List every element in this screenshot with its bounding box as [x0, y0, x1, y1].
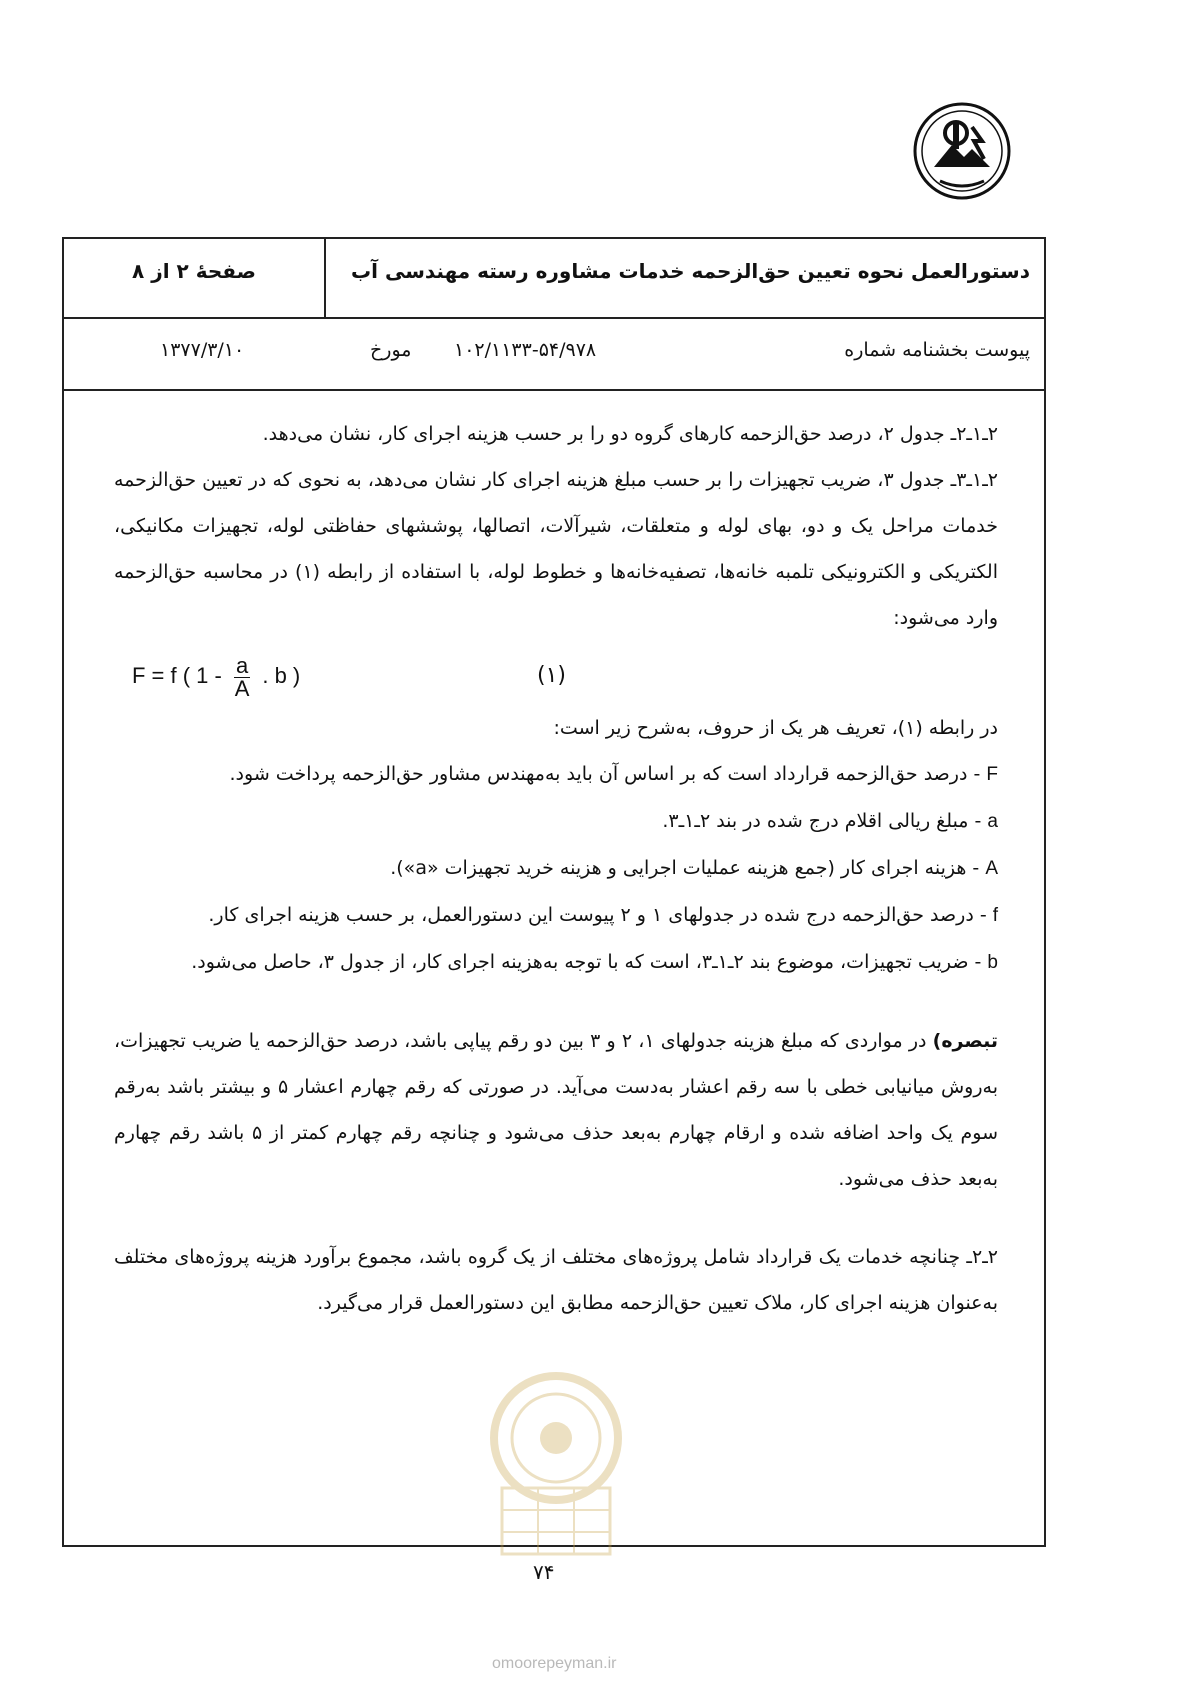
formula-left: F = f ( 1 -	[132, 663, 222, 688]
definition-item	[114, 939, 998, 986]
spacer	[114, 1202, 998, 1234]
reference-row	[64, 317, 1044, 391]
date-label: مورخ	[370, 339, 412, 361]
paragraph-2-1-2: ۲ـ۱ـ۲ـ جدول ۲، درصد حق‌الزحمه کارهای گروه دو را بر حسب هزینه اجرای کار، نشان می‌دهد.	[262, 423, 998, 445]
note-label: تبصره)	[932, 1030, 998, 1052]
reference-date: ۱۳۷۷/۳/۱۰	[160, 339, 245, 361]
paragraph-2-1-3: ۲ـ۱ـ۳ـ جدول ۳، ضریب تجهیزات را بر حسب مبلغ هزینه اجرای کار نشان می‌دهد، به نحوی که در تعیین حق‌الزحمه خدمات مراحل یک و دو، بهای لوله و متعلقات، شیرآلات، اتصالها، پوششهای حفاظتی لوله، تجهیزات مکانیکی، الکتریکی و الکترونیکی تلمبه خانه‌ها، تصفیه‌خانه‌ها و خطوط لوله، با استفاده از رابطه (۱) در محاسبه حق‌الزحمه وارد می‌شود:	[114, 469, 999, 629]
reference-label: پیوست بخشنامه شماره	[844, 339, 1030, 361]
note-paragraph	[114, 1018, 998, 1202]
formula	[114, 641, 998, 705]
watermark-site-text: omoorepeyman.ir	[492, 1655, 617, 1672]
page-indicator: صفحهٔ ۲ از ۸	[132, 259, 256, 283]
header-row	[64, 239, 1044, 319]
definition-text: - درصد حق‌الزحمه قرارداد است که بر اساس آن باید به‌مهندس مشاور حق‌الزحمه پرداخت شود.	[229, 763, 987, 785]
note-text: در مواردی که مبلغ هزینه جدولهای ۱، ۲ و ۳ بین دو رقم پیاپی باشد، درصد حق‌الزحمه یا ضریب تجهیزات، به‌روش میانیابی خطی با سه رقم اعشار به‌دست می‌آید. در صورتی که رقم چهارم اعشار ۵ و بیشتر باشد به‌رقم سوم یک واحد اضافه شده و ارقام چهارم به‌بعد حذف می‌شود و چنانچه رقم چهارم کمتر از ۵ باشد رقم چهارم به‌بعد حذف می‌شود.	[114, 1030, 998, 1190]
formula-expression	[132, 653, 300, 700]
header-divider	[324, 239, 326, 317]
definition-text: - هزینه اجرای کار (جمع هزینه عملیات اجرایی و هزینه خرید تجهیزات «a»).	[390, 857, 986, 879]
definition-symbol: F	[986, 764, 998, 785]
definition-symbol: a	[987, 811, 998, 832]
definition-text: - مبلغ ریالی اقلام درج شده در بند ۲ـ۱ـ۳.	[662, 810, 988, 832]
definition-symbol: b	[987, 952, 998, 973]
definition-item	[114, 845, 998, 892]
definition-text: - ضریب تجهیزات، موضوع بند ۲ـ۱ـ۳، است که با توجه به‌هزینه اجرای کار، از جدول ۳، حاصل می‌شود.	[191, 951, 988, 973]
document-title: دستورالعمل نحوه تعیین حق‌الزحمه خدمات مشاوره رسته مهندسی آب	[351, 259, 1030, 283]
organization-emblem-icon	[912, 101, 1012, 201]
formula-numerator: a	[235, 652, 249, 678]
definition-symbol: f	[992, 905, 998, 926]
formula-fraction	[234, 652, 250, 701]
definition-text: - درصد حق‌الزحمه درج شده در جدولهای ۱ و ۲ پیوست این دستورالعمل، بر حسب هزینه اجرای کار.	[208, 904, 993, 926]
formula-right: . b )	[262, 663, 301, 688]
definition-item	[114, 892, 998, 939]
page-number: ۷۴	[533, 1560, 555, 1584]
formula-denominator: A	[234, 675, 250, 701]
reference-number: ۱۰۲/۱۱۳۳-۵۴/۹۷۸	[454, 339, 597, 361]
page-frame	[62, 237, 1046, 1547]
definition-item	[114, 751, 998, 798]
paragraph-2-2: ۲ـ۲ـ چنانچه خدمات یک قرارداد شامل پروژه‌های مختلف از یک گروه باشد، مجموع برآورد هزینه پروژه‌های مختلف به‌عنوان هزینه اجرای کار، ملاک تعیین حق‌الزحمه مطابق این دستورالعمل قرار می‌گیرد.	[114, 1246, 998, 1314]
gear-seal-watermark-icon	[472, 1368, 640, 1564]
spacer	[114, 986, 998, 1018]
document-body	[114, 411, 998, 1326]
definitions-intro: در رابطه (۱)، تعریف هر یک از حروف، به‌شرح زیر است:	[553, 717, 998, 739]
definition-symbol: A	[985, 858, 998, 879]
definition-item	[114, 798, 998, 845]
formula-number: (۱)	[537, 663, 566, 688]
